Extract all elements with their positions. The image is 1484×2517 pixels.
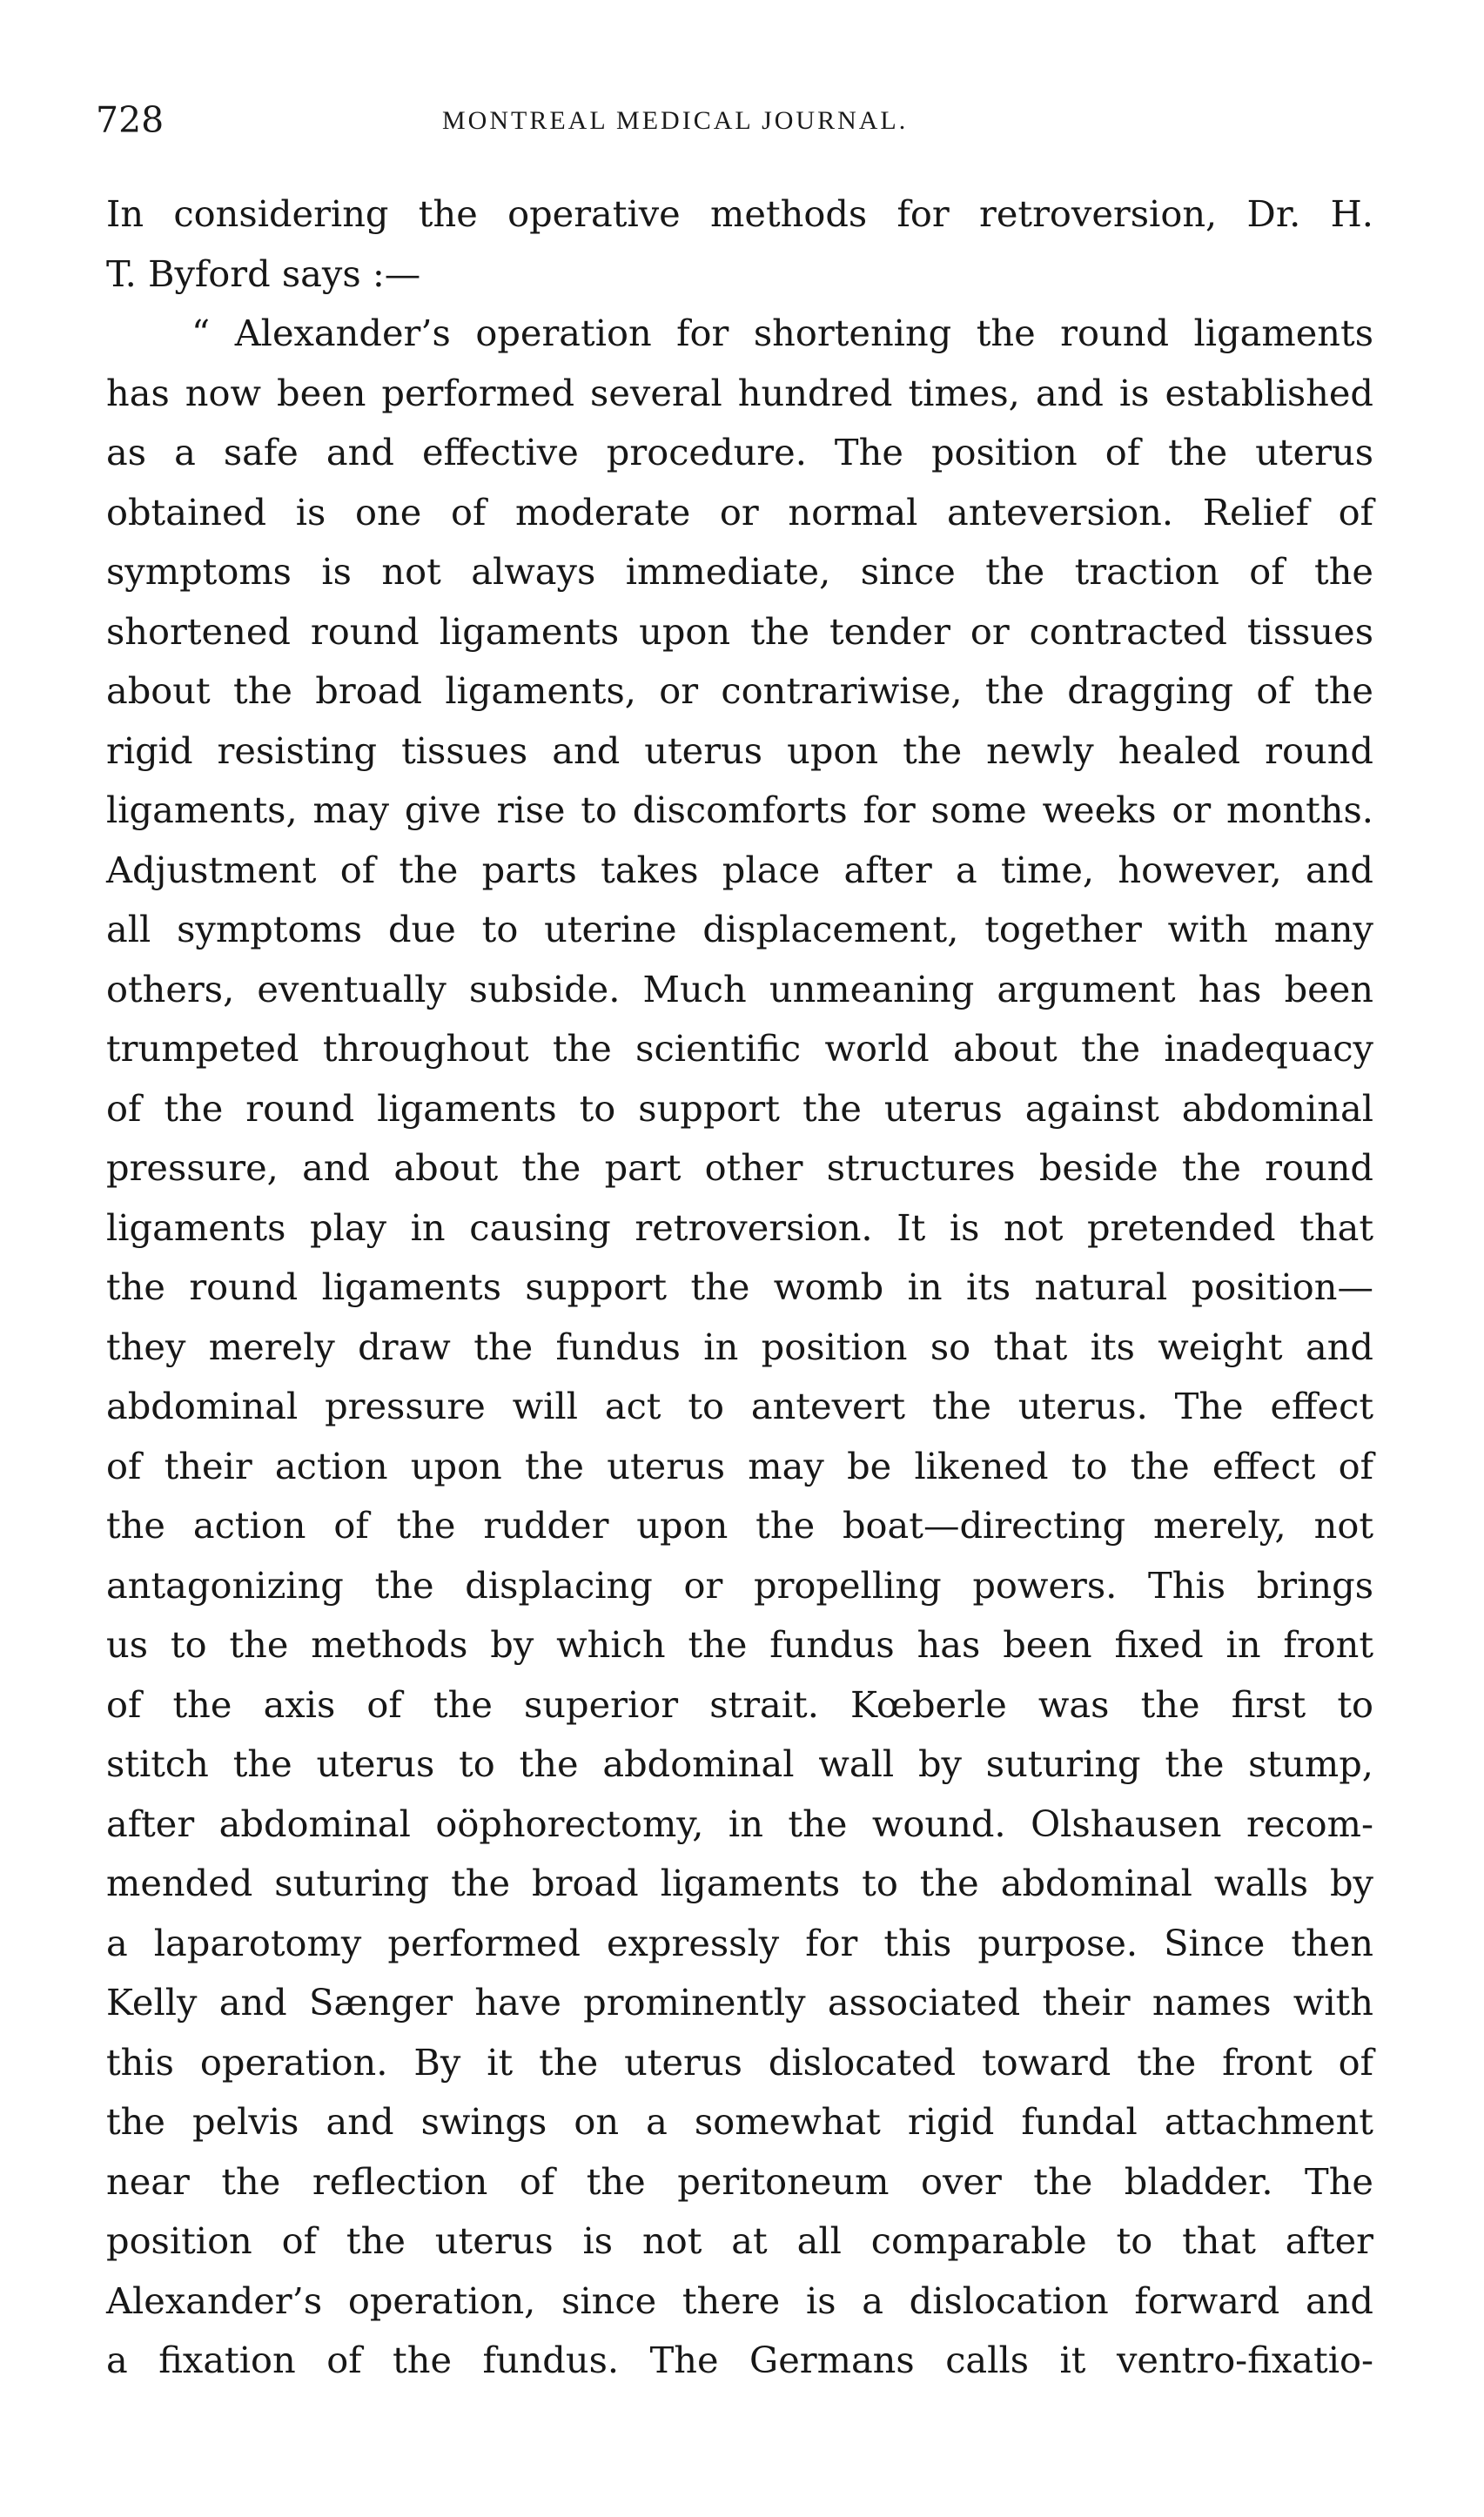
text-line: us to the methods by which the fundus has been fixed in front: [106, 1623, 1373, 1666]
text-line: mended suturing the broad ligaments to the abdominal walls by: [106, 1862, 1373, 1904]
journal-title: MONTREAL MEDICAL JOURNAL.: [442, 106, 909, 135]
text-line: symptoms is not always immediate, since the traction of the: [106, 550, 1373, 593]
text-line: this operation. By it the uterus dislocated toward the front of: [106, 2040, 1373, 2084]
text-line: trumpeted throughout the scientific world about the inadequacy: [106, 1027, 1373, 1070]
text-line: others, eventually subside. Much unmeaning argument has been: [106, 967, 1373, 1010]
text-line: In considering the operative methods for retroversion, Dr. H.: [106, 192, 1373, 235]
text-line: abdominal pressure will act to antevert the uterus. The effect: [106, 1385, 1373, 1427]
text-line: obtained is one of moderate or normal anteversion. Relief of: [106, 490, 1373, 534]
text-line: of the round ligaments to support the uterus against abdominal: [106, 1086, 1373, 1130]
text-line: Adjustment of the parts takes place after a time, however, and: [106, 848, 1373, 891]
text-line: they merely draw the fundus in position so that its weight and: [106, 1325, 1373, 1368]
text-line: rigid resisting tissues and uterus upon the newly healed round: [106, 728, 1373, 772]
text-line: pressure, and about the part other structures beside the round: [106, 1146, 1373, 1189]
text-line: all symptoms due to uterine displacement, together with many: [106, 908, 1373, 950]
text-line: Alexander’s operation, since there is a dislocation forward and: [106, 2279, 1373, 2322]
text-line: stitch the uterus to the abdominal wall by suturing the stump,: [106, 1742, 1373, 1785]
text-line: ligaments play in causing retroversion. It is not pretended that: [106, 1205, 1373, 1249]
text-line: a fixation of the fundus. The Germans calls it ventro-fixatio-: [106, 2339, 1373, 2381]
text-line: T. Byford says :—: [106, 252, 421, 295]
text-line: after abdominal oöphorectomy, in the wound. Olshausen recom-: [106, 1802, 1373, 1845]
text-line: the round ligaments support the womb in its natural position—: [106, 1265, 1373, 1308]
text-line: a laparotomy performed expressly for this purpose. Since then: [106, 1921, 1373, 1964]
text-line: of their action upon the uterus may be likened to the effect of: [106, 1444, 1373, 1487]
text-line: as a safe and effective procedure. The position of the uterus: [106, 431, 1373, 473]
text-line: “ Alexander’s operation for shortening the round ligaments: [191, 312, 1373, 354]
page-number: 728: [96, 99, 165, 141]
body-text: [106, 185, 1373, 2391]
text-line: Kelly and Sænger have prominently associated their names with: [106, 1981, 1373, 2024]
text-line: near the reflection of the peritoneum over the bladder. The: [106, 2159, 1373, 2203]
text-line: the action of the rudder upon the boat—directing merely, not: [106, 1504, 1373, 1547]
text-line: shortened round ligaments upon the tender or contracted tissues: [106, 609, 1373, 653]
text-line: position of the uterus is not at all comparable to that after: [106, 2219, 1373, 2262]
text-line: about the broad ligaments, or contrariwise, the dragging of the: [106, 669, 1373, 712]
running-head: [96, 94, 1373, 155]
text-line: antagonizing the displacing or propelling powers. This brings: [106, 1563, 1373, 1607]
text-line: of the axis of the superior strait. Kœberle was the first to: [106, 1682, 1373, 1726]
text-line: ligaments, may give rise to discomforts for some weeks or months.: [106, 789, 1373, 831]
text-line: has now been performed several hundred times, and is established: [106, 371, 1373, 414]
text-line: the pelvis and swings on a somewhat rigid fundal attachment: [106, 2100, 1373, 2143]
